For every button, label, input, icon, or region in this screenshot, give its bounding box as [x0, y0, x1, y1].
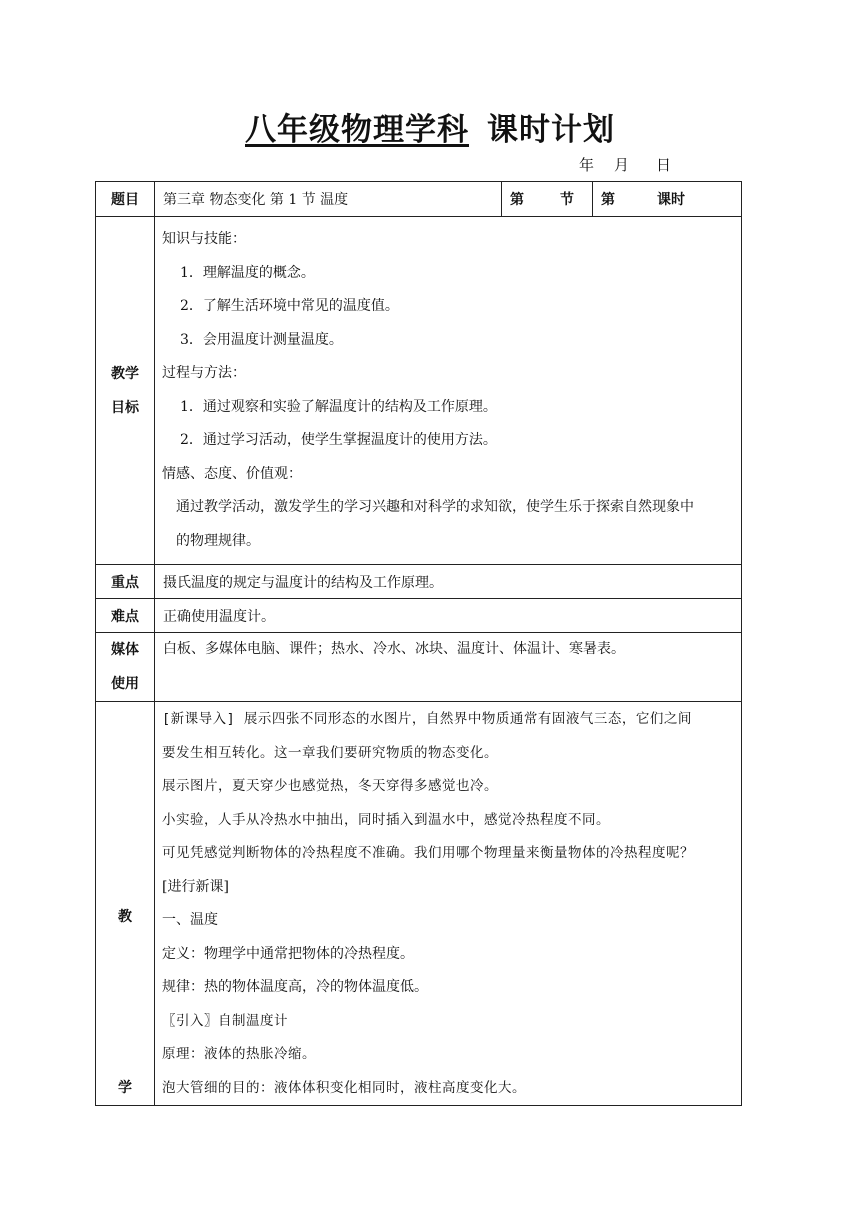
process-line: 规律：热的物体温度高，冷的物体温度低。	[162, 979, 428, 995]
process-content	[155, 702, 742, 1106]
goals-line: 3．会用温度计测量温度。	[180, 331, 343, 348]
goals-line: 2．通过学习活动，使学生掌握温度计的使用方法。	[180, 432, 497, 448]
key-point-label: 重点	[96, 565, 155, 599]
date-month: 月	[614, 156, 630, 174]
process-line: 可见凭感觉判断物体的冷热程度不准确。我们用哪个物理量来衡量物体的冷热程度呢？	[162, 845, 694, 861]
media-row	[96, 633, 742, 702]
date-year: 年	[579, 156, 595, 174]
goals-label: 教学 目标	[96, 217, 155, 565]
process-line: [新课导入] 展示四张不同形态的水图片，自然界中物质通常有固液气三态，它们之间	[162, 711, 692, 727]
process-line: 原理：液体的热胀冷缩。	[162, 1046, 316, 1062]
process-label	[96, 702, 155, 1106]
key-point-text: 摄氏温度的规定与温度计的结构及工作原理。	[155, 565, 742, 599]
topic-label: 题目	[96, 182, 155, 217]
period-suffix: 课时	[657, 192, 685, 208]
goals-content	[155, 217, 742, 565]
difficulty-row	[96, 599, 742, 633]
topic-row	[96, 182, 742, 217]
page-title	[0, 104, 860, 149]
section-suffix: 节	[560, 192, 574, 208]
period-prefix: 第	[601, 192, 615, 208]
process-line: [进行新课]	[162, 878, 229, 895]
date-line	[579, 154, 671, 175]
process-line: 小实验，人手从冷热水中抽出，同时插入到温水中，感觉冷热程度不同。	[162, 811, 610, 828]
process-label-1: 教	[118, 909, 132, 925]
process-line: 要发生相互转化。这一章我们要研究物质的物态变化。	[162, 744, 498, 761]
section-cell	[502, 182, 593, 217]
goals-line: 1．理解温度的概念。	[180, 264, 315, 281]
title-subject: 八年级物理学科	[245, 112, 469, 148]
process-label-2: 学	[118, 1080, 132, 1096]
process-line: 定义：物理学中通常把物体的冷热程度。	[162, 945, 414, 962]
goals-line: 1．通过观察和实验了解温度计的结构及工作原理。	[180, 398, 497, 415]
topic-text: 第三章 物态变化 第 1 节 温度	[155, 182, 502, 217]
goals-line: 过程与方法：	[162, 365, 246, 381]
media-text: 白板、多媒体电脑、课件；热水、冷水、冰块、温度计、体温计、寒暑表。	[155, 633, 742, 702]
goals-line: 通过教学活动，激发学生的学习兴趣和对科学的求知欲，使学生乐于探索自然现象中	[176, 499, 694, 515]
process-line: 一、温度	[162, 912, 218, 928]
section-prefix: 第	[510, 192, 524, 208]
period-cell	[593, 182, 742, 217]
goals-row	[96, 217, 742, 565]
date-day: 日	[656, 156, 672, 174]
process-row	[96, 702, 742, 1106]
process-line: 〖引入〗自制温度计	[162, 1012, 288, 1029]
media-label: 媒体 使用	[96, 633, 155, 702]
process-line: 泡大管细的目的：液体体积变化相同时，液柱高度变化大。	[162, 1079, 526, 1096]
difficulty-label: 难点	[96, 599, 155, 633]
goals-line: 情感、态度、价值观：	[162, 465, 302, 482]
goals-line: 的物理规律。	[176, 532, 260, 549]
process-line: 展示图片，夏天穿少也感觉热，冬天穿得多感觉也冷。	[162, 778, 498, 794]
goals-line: 知识与技能：	[162, 231, 246, 247]
title-plan: 课时计划	[487, 112, 615, 148]
lesson-plan-table	[95, 181, 742, 1106]
key-point-row	[96, 565, 742, 599]
goals-line: 2．了解生活环境中常见的温度值。	[180, 298, 399, 314]
difficulty-text: 正确使用温度计。	[155, 599, 742, 633]
